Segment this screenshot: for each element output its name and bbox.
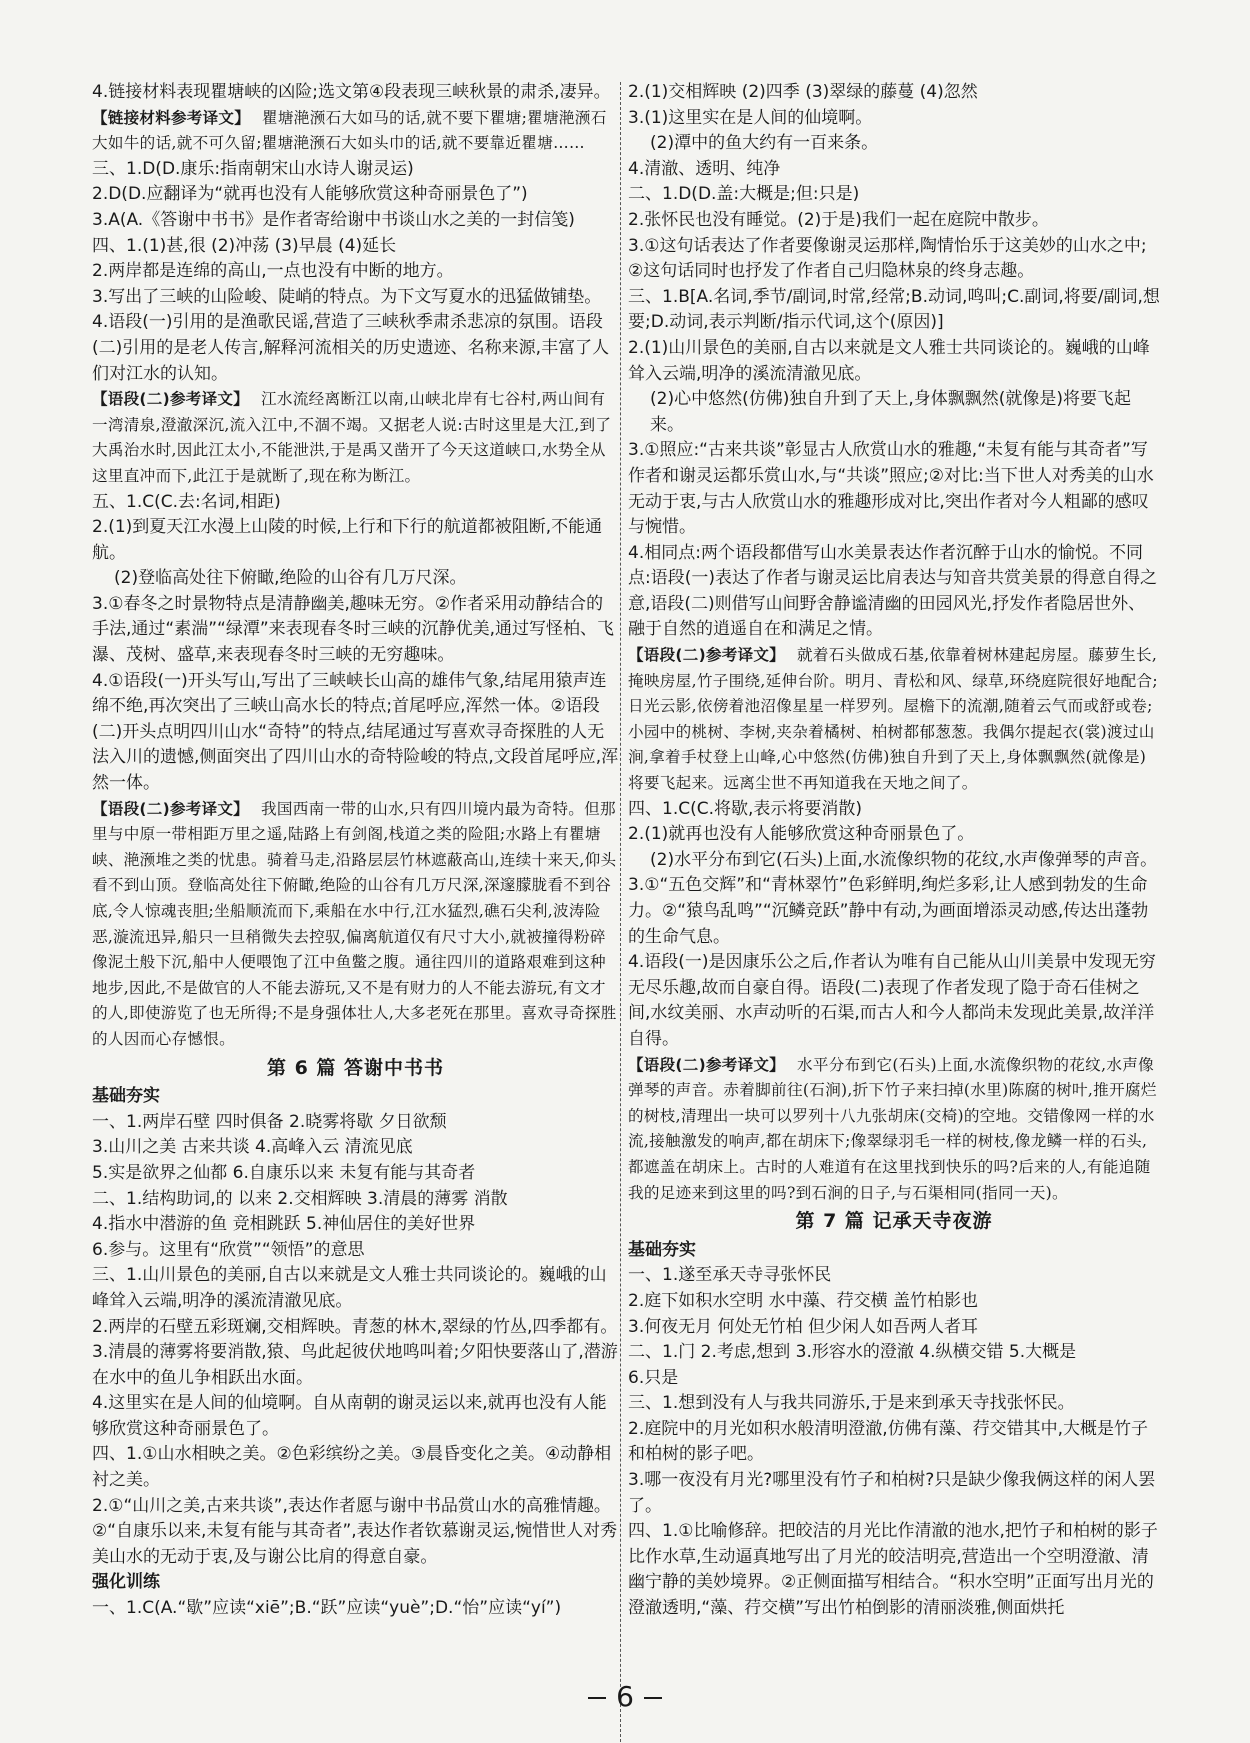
answer-line: 3.(1)这里实在是人间的仙境啊。 [628,107,873,128]
answer-line: 二、1.D(D.盖:大概是;但:只是) [628,184,860,205]
answer-line: 3.何夜无月 何处无竹柏 但少闲人如吾两人者耳 [628,1316,979,1337]
answer-line: 4.指水中潜游的鱼 竞相跳跃 5.神仙居住的美好世界 [92,1214,476,1235]
answer-line: 三、1.山川景色的美丽,自古以来就是文人雅士共同谈论的。巍峨的山峰耸入云端,明净的溪流清澈见底。 [92,1265,607,1311]
answer-line: 6.参与。这里有“欣赏”“领悟”的意思 [92,1239,365,1260]
right-column [628,80,1160,1622]
column-divider [620,82,621,1742]
answer-line: 3.①“五色交辉”和“青林翠竹”色彩鲜明,绚烂多彩,让人感到勃发的生命力。②“猿鸟乱鸣”“沉鳞竞跃”静中有动,为画面增添灵动感,传达出蓬勃的生命气息。 [628,875,1149,947]
page-number-text: 6 [616,1680,634,1713]
reference-tag: 【语段(二)参考译文】 [628,646,785,665]
reference-tag: 【链接材料参考译文】 [92,108,251,127]
answer-line: 2.(1)就再也没有人能够欣赏这种奇丽景色了。 [628,824,975,845]
answer-line: 2.(1)山川景色的美丽,自古以来就是文人雅士共同谈论的。巍峨的山峰耸入云端,明净的溪流清澈见底。 [628,337,1150,384]
subsection-heading: 基础夯实 [92,1086,160,1107]
answer-line: 4.清澈、透明、纯净 [628,158,781,179]
answer-line: 3.①照应:“古来共谈”彰显古人欣赏山水的雅趣,“未复有能与其奇者”写作者和谢灵运都乐赏山水,与“共谈”照应;②对比:当下世人对秀美的山水无动于衷,与古人欣赏山水的雅趣形成对比,突出作者对今人粗鄙的感叹与惋惜。 [628,440,1154,538]
answer-line: 2.(1)交相辉映 (2)四季 (3)翠绿的藤蔓 (4)忽然 [628,82,978,102]
reference-text: 我国西南一带的山水,只有四川境内最为奇特。但那里与中原一带相距万里之遥,陆路上有剑阁,栈道之类的险阻;水路上有瞿塘峡、滟滪堆之类的忧患。骑着马走,沿路层层竹林遮蔽高山,连续十来天,仰头看不到山顶。登临高处往下俯瞰,绝险的山谷有几万尺深,深邃朦胧看不到谷底,令人惊魂丧胆;坐船顺流而下,乘船在水中行,江水猛烈,礁石尖利,波涛险恶,漩流迅异,船只一旦稍微失去控驭,偏离航道仅有尺寸大小,就被撞得粉碎像泥土般下沉,船中人便喂饱了江中鱼鳖之腹。通往四川的道路艰难到这种地步,因此,不是做官的人不能去游玩,又不是有财力的人不能去游玩,有文才的人,即使游览了也无所得;不是身强体壮人,大多老死在那里。喜欢寻奇探胜的人因而心存憾恨。 [92,799,617,1048]
answer-line: (2)登临高处往下俯瞰,绝险的山谷有几万尺深。 [114,568,467,589]
reference-tag: 【语段(二)参考译文】 [628,1055,785,1074]
reference-text: 就着石头做成石基,依靠着树林建起房屋。藤萝生长,掩映房屋,竹子围绕,延伸台阶。明月、青松和风、绿草,环绕庭院很好地配合;日光云影,依傍着池沼像星星一样罗列。屋檐下的流潮,随着云气而或舒或卷;小园中的桃树、李树,夹杂着橘树、柏树都郁葱葱。我偶尔提起衣(裳)渡过山涧,拿着手杖登上山峰,心中悠然(仿佛)独自升到了天上,身体飘飘然(就像是)将要飞起来。远离尘世不再知道我在天地之间了。 [628,646,1158,793]
reference-tag: 【语段(二)参考译文】 [92,390,249,409]
page-number [0,1680,1250,1713]
page-number-dash-right [644,1697,662,1699]
reference-text: 瞿塘滟滪石大如马的话,就不要下瞿塘;瞿塘滟滪石大如牛的话,就不可久留;瞿塘滟滪石大如头巾的话,就不要靠近瞿塘…… [92,108,607,153]
reference-translation [92,797,619,1053]
answer-line: 3.清晨的薄雾将要消散,猿、鸟此起彼伏地鸣叫着;夕阳快要落山了,潜游在水中的鱼儿争相跃出水面。 [92,1342,618,1388]
answer-line: 3.A(A.《答谢中书书》是作者寄给谢中书谈山水之美的一封信笺) [92,209,575,230]
answer-line: 一、1.两岸石壁 四时俱备 2.晓雾将歇 夕日欲颓 [92,1111,447,1132]
subsection-heading: 基础夯实 [628,1239,696,1260]
answer-line: 4.①语段(一)开头写山,写出了三峡峡长山高的雄伟气象,结尾用猿声连绵不绝,再次突出了三峡山高水长的特点;首尾呼应,浑然一体。②语段(二)开头点明四川山水“奇特”的特点,结尾通过写喜欢寻奇探胜的人无法入川的遗憾,侧面突出了四川山水的奇特险峻的特点,文段首尾呼应,浑然一体。 [92,670,619,794]
reference-translation [92,106,619,157]
answer-line: 2.①“山川之美,古来共谈”,表达作者愿与谢中书品赏山水的高雅情趣。②“自康乐以来,未复有能与其奇者”,表达作者钦慕谢灵运,惋惜世人对秀美山水的无动于衷,及与谢公比肩的得意自豪。 [92,1495,618,1567]
answer-line: 四、1.①比喻修辞。把皎洁的月光比作清澈的池水,把竹子和柏树的影子比作水草,生动逼真地写出了月光的皎洁明亮,营造出一个空明澄澈、清幽宁静的美妙境界。②正侧面描写相结合。“积水空明”正面写出月光的澄澈透明,“藻、荇交横”写出竹柏倒影的清丽淡雅,侧面烘托 [628,1521,1158,1619]
section-heading: 第 6 篇 答谢中书书 [266,1056,445,1079]
reference-translation [628,643,1160,797]
answer-line: 五、1.C(C.去:名词,相距) [92,491,281,512]
answer-line: 一、1.遂至承天寺寻张怀民 [628,1265,832,1286]
answer-line: 5.实是欲界之仙都 6.自康乐以来 未复有能与其奇者 [92,1162,476,1183]
reference-translation [92,387,619,489]
answer-line: 3.写出了三峡的山险峻、陡峭的特点。为下文写夏水的迅猛做铺垫。 [92,286,602,307]
answer-line: 2.庭院中的月光如积水般清明澄澈,仿佛有藻、荇交错其中,大概是竹子和柏树的影子吧。 [628,1418,1149,1465]
answer-line: 2.(1)到夏天江水漫上山陵的时候,上行和下行的航道都被阻断,不能通航。 [92,517,603,563]
answer-line: 4.这里实在是人间的仙境啊。自从南朝的谢灵运以来,就再也没有人能够欣赏这种奇丽景色了。 [92,1393,607,1439]
answer-line: 2.两岸的石壁五彩斑斓,交相辉映。青葱的林木,翠绿的竹丛,四季都有。 [92,1316,618,1337]
answer-line: 3.①这句话表达了作者要像谢灵运那样,陶情怡乐于这美妙的山水之中;②这句话同时也抒发了作者自己归隐林泉的终身志趣。 [628,235,1147,282]
answer-line: 2.张怀民也没有睡觉。(2)于是)我们一起在庭院中散步。 [628,209,1049,230]
answer-line: 2.两岸都是连绵的高山,一点也没有中断的地方。 [92,261,454,282]
answer-line: 4.语段(一)引用的是渔歌民谣,营造了三峡秋季肃杀悲凉的氛围。语段(二)引用的是老人传言,解释河流相关的历史遗迹、名称来源,丰富了人们对江水的认知。 [92,312,610,384]
answer-line: (2)心中悠然(仿佛)独自升到了天上,身体飘飘然(就像是)将要飞起来。 [650,389,1132,435]
answer-line: 4.相同点:两个语段都借写山水美景表达作者沉醉于山水的愉悦。不同点:语段(一)表达了作者与谢灵运比肩表达与知音共赏美景的得意自得之意,语段(二)则借写山间野舍静谧清幽的田园风光,抒发作者隐居世外、融于自然的逍遥自在和满足之情。 [628,542,1157,640]
answer-line: 二、1.门 2.考虑,想到 3.形容水的澄澈 4.纵横交错 5.大概是 [628,1342,1077,1363]
answer-line: 6.只是 [628,1367,679,1388]
reference-text: 水平分布到它(石头)上面,水流像织物的花纹,水声像弹琴的声音。赤着脚前往(石涧),折下竹子来扫掉(水里)陈腐的树叶,推开腐烂的树枝,清理出一块可以罗列十八九张胡床(交椅)的空地。交错像网一样的水流,接触激发的响声,都在胡床下;像翠绿羽毛一样的树枝,像龙鳞一样的石头,都遮盖在胡床上。古时的人难道有在这里找到快乐的吗?后来的人,有能追随我的足迹来到这里的吗?到石涧的日子,与石渠相同(指同一天)。 [628,1055,1157,1202]
answer-line: 3.哪一夜没有月光?哪里没有竹子和柏树?只是缺少像我俩这样的闲人罢了。 [628,1470,1156,1516]
answer-line: (2)潭中的鱼大约有一百来条。 [650,133,879,154]
answer-line: 三、1.B[A.名词,季节/副词,时常,经常;B.动词,鸣叫;C.副词,将要/副词,想要;D.动词,表示判断/指示代词,这个(原因)] [628,286,1160,333]
answer-line: 一、1.C(A.“歇”应读“xiē”;B.“跃”应读“yuè”;D.“怡”应读“yí”) [92,1598,562,1619]
answer-line: 4.语段(一)是因康乐公之后,作者认为唯有自己能从山川美景中发现无穷无尽乐趣,故而自豪自得。语段(二)表现了作者发现了隐于奇石佳树之间,水纹美丽、水声动听的石渠,而古人和今人都尚未发现此美景,故洋洋自得。 [628,952,1156,1049]
answer-line: 三、1.想到没有人与我共同游乐,于是来到承天寺找张怀民。 [628,1393,1075,1414]
answer-line: 二、1.结构助词,的 以来 2.交相辉映 3.清晨的薄雾 消散 [92,1188,508,1209]
answer-line: 3.①春冬之时景物特点是清静幽美,趣味无穷。②作者采用动静结合的手法,通过“素湍”“绿潭”来表现春冬时三峡的沉静优美,通过写怪柏、飞瀑、茂树、盛草,来表现春冬时三峡的无穷趣味。 [92,593,615,666]
subsection-heading: 强化训练 [92,1572,160,1593]
answer-line: 2.庭下如积水空明 水中藻、荇交横 盖竹柏影也 [628,1290,979,1311]
section-heading: 第 7 篇 记承天寺夜游 [795,1210,993,1233]
reference-text: 江水流经离断江以南,山峡北岸有七谷村,两山间有一湾清泉,澄澈深沉,流入江中,不涸不竭。又据老人说:古时这里是大江,到了大禹治水时,因此江太小,不能泄洪,于是禹又凿开了今天这道峡口,水势全从这里直冲而下,此江于是就断了,现在称为断江。 [92,390,612,485]
answer-line: 四、1.①山水相映之美。②色彩缤纷之美。③晨昏变化之美。④动静相衬之美。 [92,1444,612,1491]
answer-line: 四、1.C(C.将歇,表示将要消散) [628,798,863,819]
answer-line: 3.山川之美 古来共谈 4.高峰入云 清流见底 [92,1137,413,1158]
answer-line: 2.D(D.应翻译为“就再也没有人能够欣赏这种奇丽景色了”) [92,184,528,205]
page-number-dash-left [588,1697,606,1699]
left-column [92,80,619,1622]
answer-line: (2)水平分布到它(石头)上面,水流像织物的花纹,水声像弹琴的声音。 [650,849,1158,870]
reference-tag: 【语段(二)参考译文】 [92,799,249,818]
reference-translation [628,1053,1160,1207]
answer-line: 四、1.(1)甚,很 (2)冲荡 (3)早晨 (4)延长 [92,235,397,256]
answer-line: 三、1.D(D.康乐:指南朝宋山水诗人谢灵运) [92,158,414,179]
answer-line: 4.链接材料表现瞿塘峡的凶险;选文第④段表现三峡秋景的肃杀,凄异。 [92,82,611,102]
